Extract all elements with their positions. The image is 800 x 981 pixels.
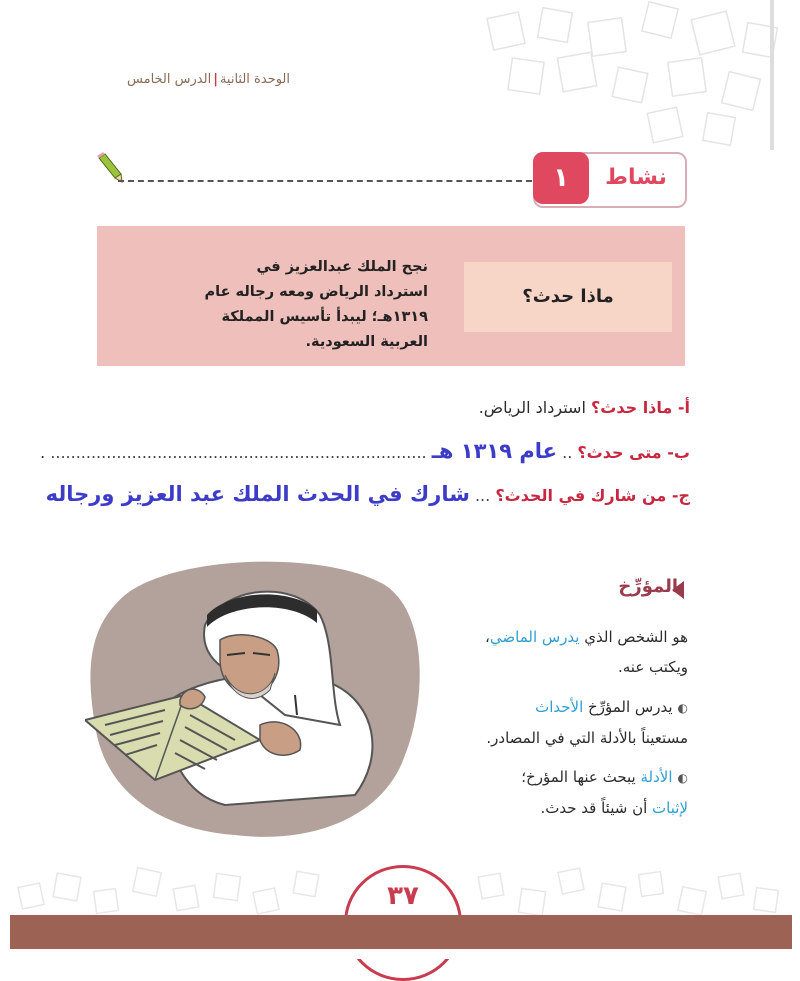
p2-text: يدرس المؤرِّخ — [588, 698, 673, 716]
question-b-end: . — [40, 443, 46, 462]
footer-bar — [10, 915, 792, 949]
p1-text: هو الشخص الذي — [584, 628, 688, 646]
p3-highlight-2: لإثبات — [652, 799, 688, 817]
question-b-label: ب- متى حدث؟ — [577, 443, 690, 462]
p1-comma: ، — [485, 628, 490, 646]
question-a-label: أ- ماذا حدث؟ — [590, 398, 690, 417]
unit-label: الوحدة الثانية — [219, 72, 290, 87]
question-b-dots-before: .. — [562, 443, 573, 462]
page-bottom-margin — [0, 949, 800, 959]
p2-continuation: مستعيناً بالأدلة التي في المصادر. — [486, 729, 688, 747]
p1-highlight: يدرس الماضي — [489, 628, 580, 646]
question-c — [0, 482, 690, 506]
p3-highlight: الأدلة — [640, 768, 673, 786]
paragraph-events — [388, 692, 688, 753]
bullet-icon: ◐ — [677, 771, 688, 785]
question-a — [479, 398, 690, 417]
historian-illustration — [85, 555, 425, 845]
section-title: المؤرِّخ — [618, 576, 678, 597]
page-number: ٣٧ — [344, 865, 462, 981]
p2-highlight: الأحداث — [535, 698, 584, 716]
question-c-label: ج- من شارك في الحدث؟ — [495, 486, 690, 505]
breadcrumb-separator: | — [213, 72, 218, 87]
card-question: ماذا حدث؟ — [522, 286, 614, 307]
card-text: نجح الملك عبدالعزيز في استرداد الرياض ومعه رجاله عام ١٣١٩هـ؛ ليبدأ تأسيس المملكة العربية السعودية. — [204, 259, 428, 350]
question-c-answer[interactable]: شارك في الحدث الملك عبد العزيز ورجاله — [45, 482, 470, 506]
p1-continuation: ويكتب عنه. — [617, 658, 688, 676]
question-c-dots: ... — [474, 486, 491, 505]
question-b-dots-after: .......................................................................... — [50, 443, 427, 462]
paragraph-evidence — [388, 762, 688, 823]
dashed-divider — [118, 180, 532, 182]
activity-number: ١ — [533, 152, 589, 204]
p3-text: يبحث عنها المؤرخ؛ — [521, 768, 636, 786]
decorative-pattern-top — [430, 0, 800, 150]
question-a-answer: استرداد الرياض. — [478, 398, 586, 417]
p3-continuation: أن شيئاً قد حدث. — [540, 799, 648, 817]
lesson-label: الدرس الخامس — [127, 72, 212, 87]
activity-label: نشاط — [605, 165, 667, 190]
question-b-answer[interactable]: عام ١٣١٩ هـ — [431, 439, 558, 463]
paragraph-definition — [388, 622, 688, 682]
question-b — [0, 439, 690, 463]
bullet-icon: ◐ — [677, 701, 688, 715]
breadcrumb — [60, 72, 290, 87]
